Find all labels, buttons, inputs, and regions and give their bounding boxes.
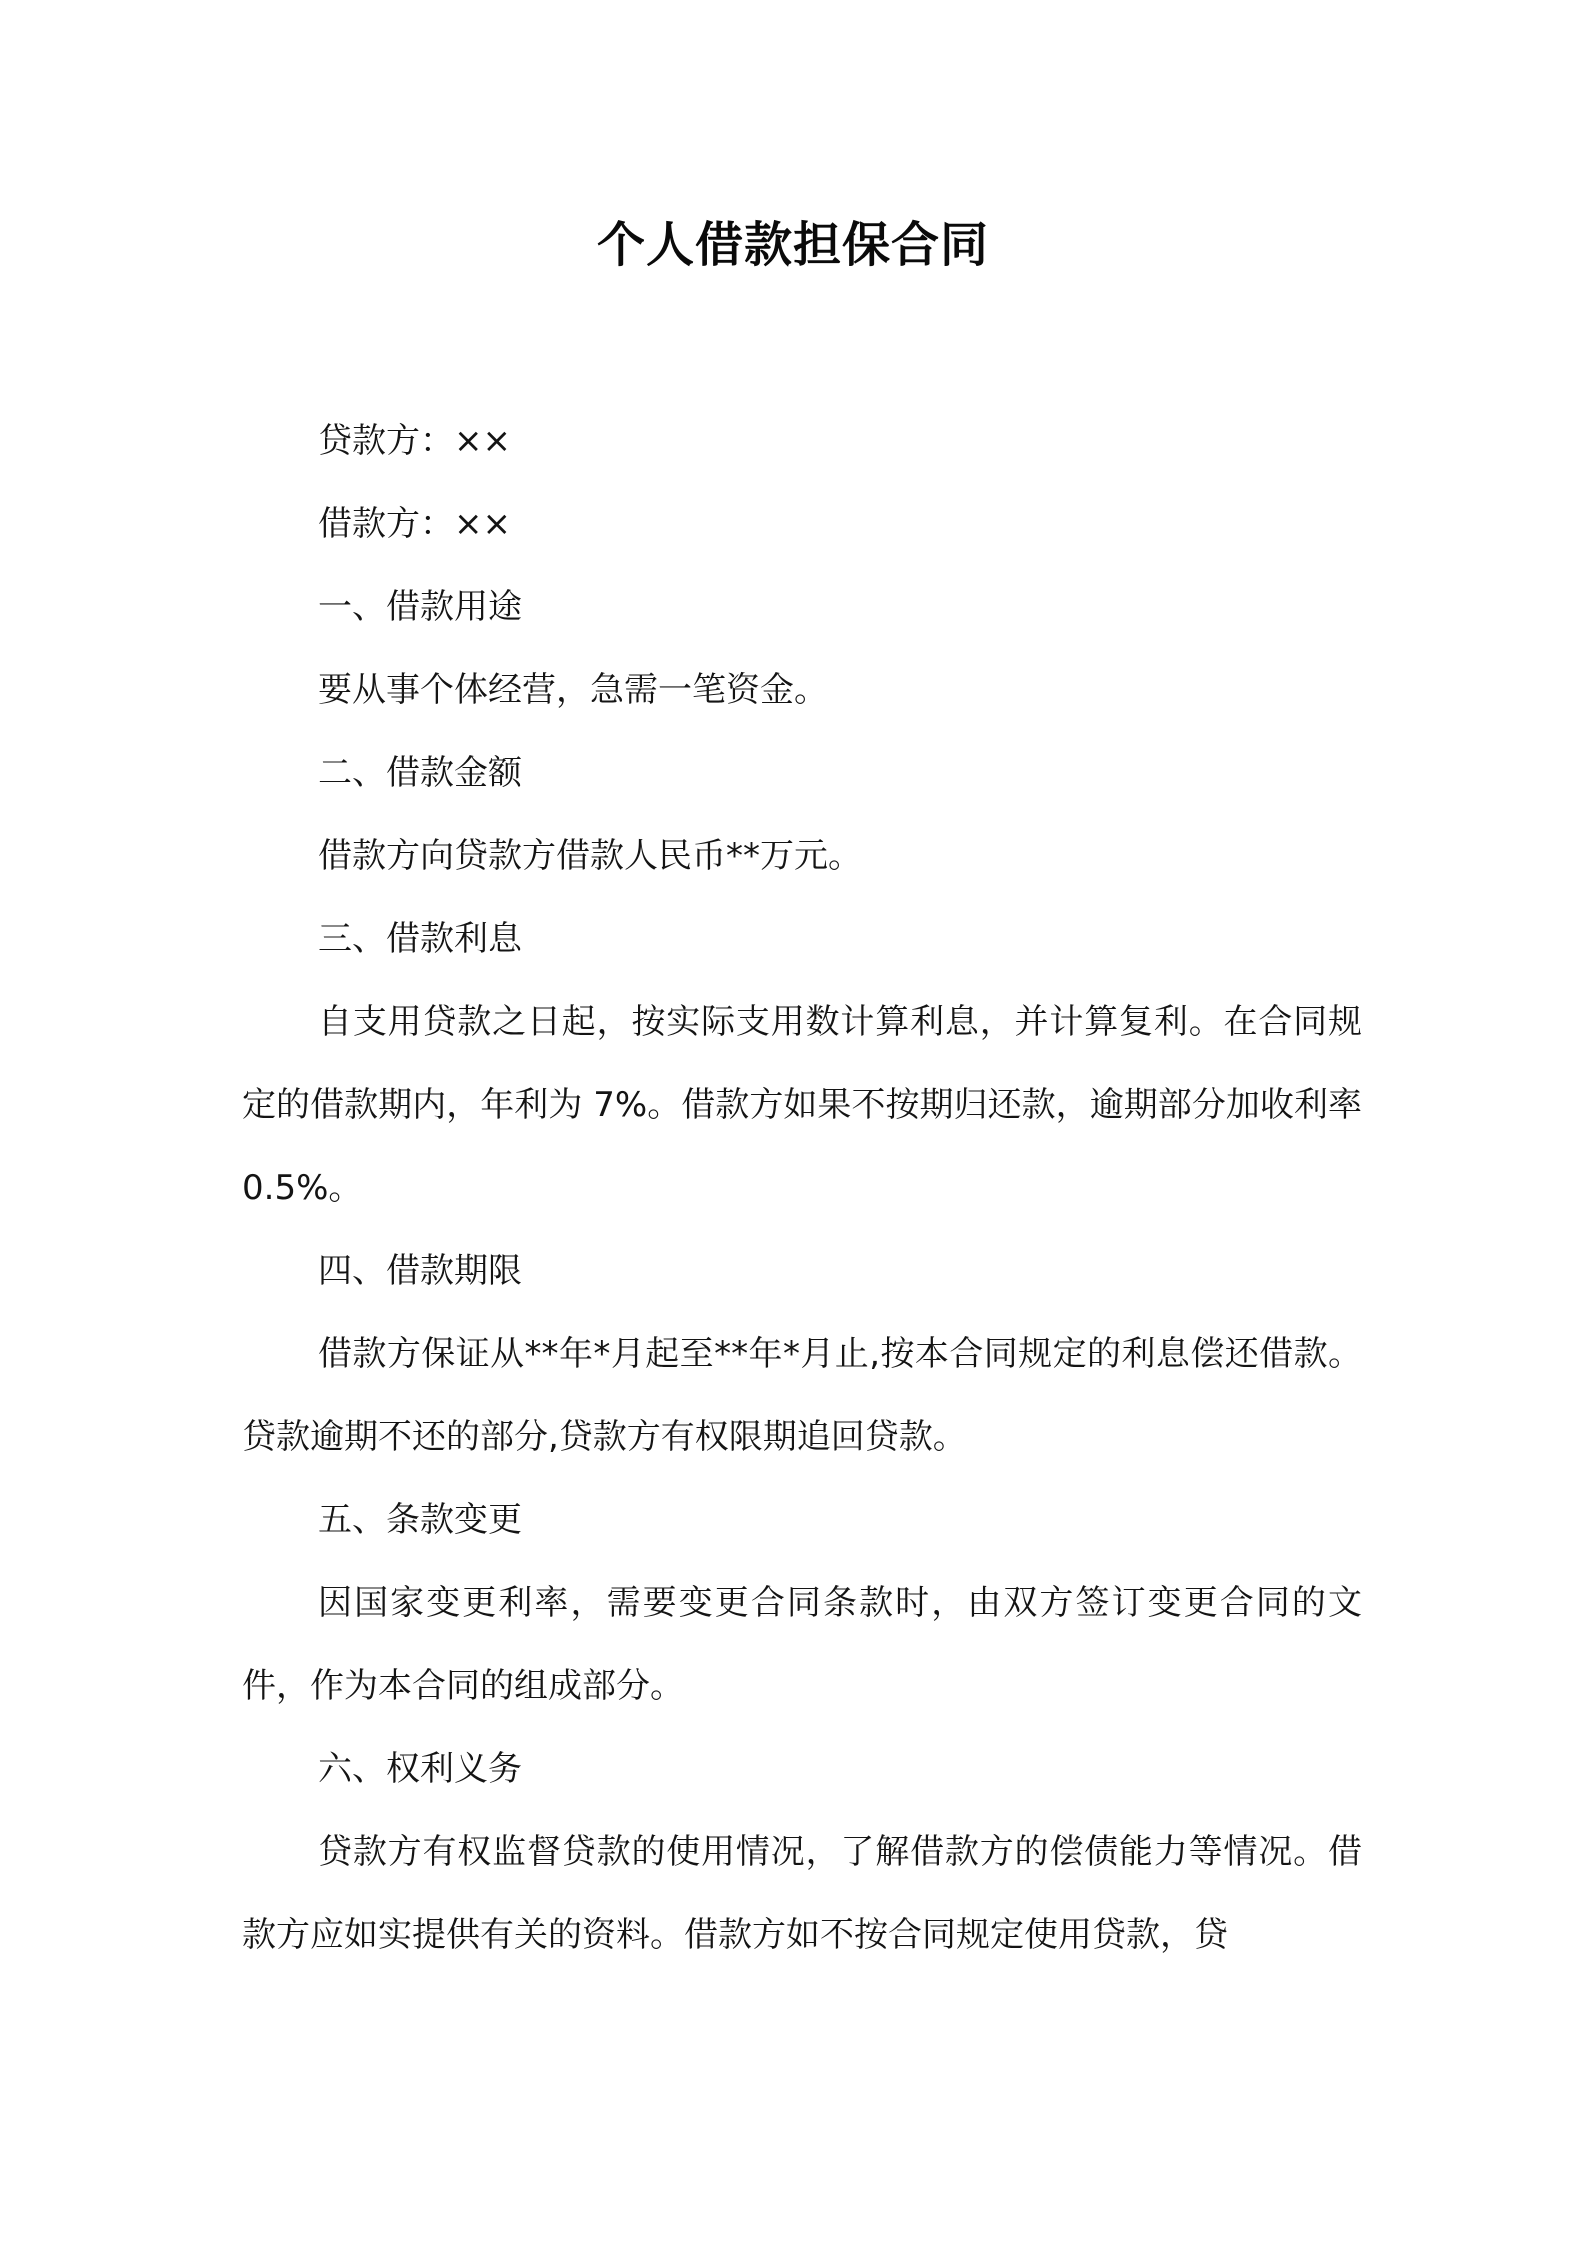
section-heading-changes: 五、条款变更: [318, 1500, 522, 1540]
section-heading-term: 四、借款期限: [318, 1251, 522, 1291]
section-heading-amount: 二、借款金额: [318, 753, 522, 793]
section-text-term: 借款方保证从**年*月起至**年*月止,按本合同规定的利息偿还借款。贷款逾期不还的部分,贷款方有权限期追回贷款。: [242, 1334, 1362, 1457]
borrower-line: 借款方：××: [318, 504, 511, 544]
section-text-rights: 贷款方有权监督贷款的使用情况，了解借款方的偿债能力等情况。借款方应如实提供有关的资料。借款方如不按合同规定使用贷款，贷: [242, 1832, 1362, 1955]
section-text-purpose: 要从事个体经营，急需一笔资金。: [318, 670, 828, 710]
section-text-changes: 因国家变更利率，需要变更合同条款时，由双方签订变更合同的文件，作为本合同的组成部分。: [242, 1583, 1362, 1706]
section-text-amount: 借款方向贷款方借款人民币**万元。: [318, 836, 862, 876]
lender-line: 贷款方：××: [318, 421, 511, 461]
section-heading-interest: 三、借款利息: [318, 919, 522, 959]
section-heading-purpose: 一、借款用途: [318, 587, 522, 627]
document-title: 个人借款担保合同: [596, 217, 989, 273]
document-body: [242, 400, 1362, 1977]
section-text-interest: 自支用贷款之日起，按实际支用数计算利息，并计算复利。在合同规定的借款期内，年利为 7%。借款方如果不按期归还款，逾期部分加收利率 0.5%。: [242, 1002, 1362, 1208]
section-heading-rights: 六、权利义务: [318, 1749, 522, 1789]
